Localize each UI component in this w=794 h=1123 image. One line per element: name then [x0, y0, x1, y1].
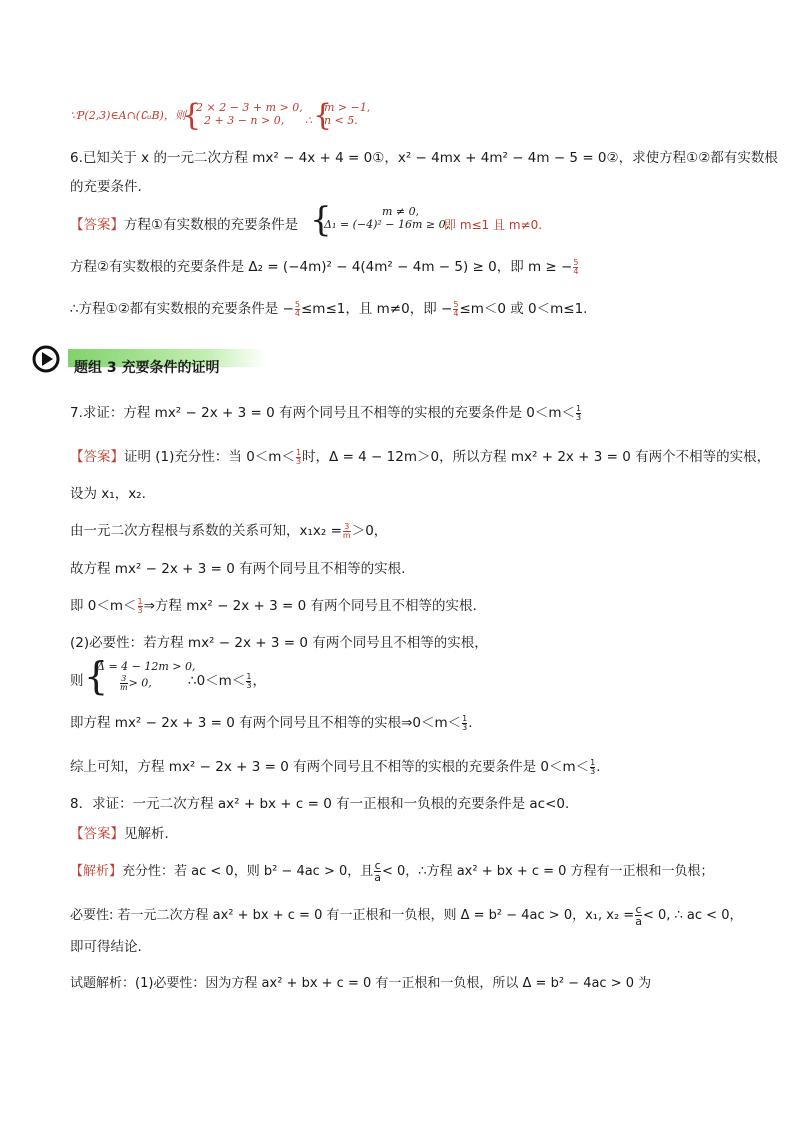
- fraction: $\frac{1}{3}$: [575, 403, 582, 422]
- fraction: $\frac{5}{4}$: [294, 299, 300, 318]
- fraction: $\frac{1}{3}$: [590, 757, 596, 776]
- q7-line-9: 综上可知，方程 mx² − 2x + 3 = 0 有两个同号且不相等的实根的充要条件是 0＜m＜ $\frac{1}{3}$ .: [70, 757, 601, 776]
- answer-text: 方程①有实数根的充要条件是: [124, 217, 299, 233]
- q6-answer-tail: 即 m≤1 且 m≠0.: [444, 218, 543, 232]
- prev-system-1: 2 × 2 − 3 + m > 0, 2 + 3 − n > 0,: [196, 101, 303, 127]
- section-title: 题组 3 充要条件的证明: [74, 360, 220, 376]
- fraction: $\frac{1}{3}$: [462, 713, 468, 732]
- section-header: [32, 345, 272, 377]
- q7-answer-line-1: 【答案】证明 (1)充分性：当 0＜m＜ $\frac{1}{3}$ 时，Δ = 4 − 12m＞0，所以方程 mx² + 2x + 3 = 0 有两个不相等的实根，: [70, 447, 771, 466]
- answer-tag: 【答案】: [70, 217, 124, 233]
- answer-tag: 【答案】: [70, 826, 124, 842]
- q6-line-b: 方程②有实数根的充要条件是 Δ₂ = (−4m)² − 4(4m² − 4m − 5) ≥ 0，即 m ≥ − $\frac{5}{4}$: [70, 257, 579, 276]
- q8-answer: 【答案】见解析．: [70, 826, 178, 842]
- prev-result-line: [70, 107, 186, 125]
- q7-line-2: 设为 x₁，x₂.: [70, 486, 146, 502]
- q7-line-7-tail: ∴0＜m＜ $\frac{1}{3}$ ，: [188, 671, 266, 690]
- q6-answer: [70, 216, 298, 234]
- play-circle-icon: [32, 345, 62, 375]
- q7-line-4: 故方程 mx² − 2x + 3 = 0 有两个同号且不相等的实根.: [70, 561, 406, 577]
- q7-line-5: 即 0＜m＜ $\frac{1}{3}$ ⇒方程 mx² − 2x + 3 = 0 有两个同号且不相等的实根.: [70, 596, 477, 615]
- brace: {: [310, 200, 332, 240]
- q8-explanation-line-1: 【解析】充分性：若 ac < 0，则 b² − 4ac > 0，且 $\frac{c}{a}$ < 0，∴方程 ax² + bx + c = 0 方程有一正根和一负根；: [70, 859, 714, 884]
- prev-given: ∵P(2,3)∈A∩(∁ᵤB)，则: [70, 109, 186, 122]
- explanation-tag: 【解析】: [70, 864, 123, 879]
- fraction: $\frac{1}{3}$: [137, 596, 143, 615]
- prev-system-2: m > −1, n < 5.: [324, 101, 371, 127]
- q8-line-1: 8．求证：一元二次方程 ax² + bx + c = 0 有一正根和一负根的充要条件是 ac<0.: [70, 796, 570, 812]
- fraction: $\frac{c}{a}$: [374, 859, 382, 884]
- q6-line-c: ∴方程①②都有实数根的充要条件是 − $\frac{5}{4}$ ≤m≤1，且 m≠0，即 − $\frac{5}{4}$ ≤m＜0 或 0＜m≤1.: [70, 299, 588, 318]
- q8-explanation-line-2: 必要性: 若一元二次方程 ax² + bx + c = 0 有一正根和一负根，则 Δ = b² − 4ac > 0，x₁, x₂ = $\frac{c}{a}$ < 0, ∴ ac < 0，: [70, 903, 743, 928]
- q8-explanation-line-3: 即可得结论.: [70, 939, 142, 955]
- q7-necessity-system: Δ = 4 − 12m > 0, $\frac{3}{m}$ > 0,: [97, 660, 196, 692]
- fraction: $\frac{3}{m}$: [342, 521, 351, 540]
- fraction: $\frac{1}{3}$: [246, 671, 252, 690]
- brace: {: [313, 98, 333, 133]
- q6-line-2: 的充要条件.: [70, 179, 142, 195]
- fraction: $\frac{5}{4}$: [453, 299, 459, 318]
- q7-line-1: 7.求证：方程 mx² − 2x + 3 = 0 有两个同号且不相等的实根的充要条件是 0＜m＜ $\frac{1}{3}$: [70, 403, 582, 422]
- fraction: $\frac{1}{3}$: [295, 447, 302, 466]
- brace: {: [182, 98, 202, 133]
- q6-answer-system: m ≠ 0, Δ₁ = (−4)² − 16m ≥ 0,: [324, 205, 450, 231]
- fraction: $\frac{5}{4}$: [573, 257, 579, 276]
- q7-line-8: 即方程 mx² − 2x + 3 = 0 有两个同号且不相等的实根⇒0＜m＜ $\frac{1}{3}$ .: [70, 713, 473, 732]
- q8-explanation-line-4: 试题解析：(1)必要性：因为方程 ax² + bx + c = 0 有一正根和一负根，所以 Δ = b² − 4ac > 0 为: [70, 976, 652, 991]
- answer-tag: 【答案】: [70, 449, 124, 465]
- brace: {: [84, 654, 109, 698]
- fraction: $\frac{c}{a}$: [635, 903, 642, 928]
- q6-line-1: 6.已知关于 x 的一元二次方程 mx² − 4x + 4 = 0①，x² − 4mx + 4m² − 4m − 5 = 0②，求使方程①②都有实数根: [70, 150, 778, 166]
- fraction: $\frac{3}{m}$: [120, 674, 128, 692]
- q7-line-6: (2)必要性：若方程 mx² − 2x + 3 = 0 有两个同号且不相等的实根，: [70, 635, 488, 651]
- q7-line-7-lead: 则: [70, 673, 84, 689]
- therefore-symbol: ∴: [305, 114, 312, 127]
- q7-line-3: 由一元二次方程根与系数的关系可知，x₁x₂ = $\frac{3}{m}$ ＞0，: [70, 521, 388, 540]
